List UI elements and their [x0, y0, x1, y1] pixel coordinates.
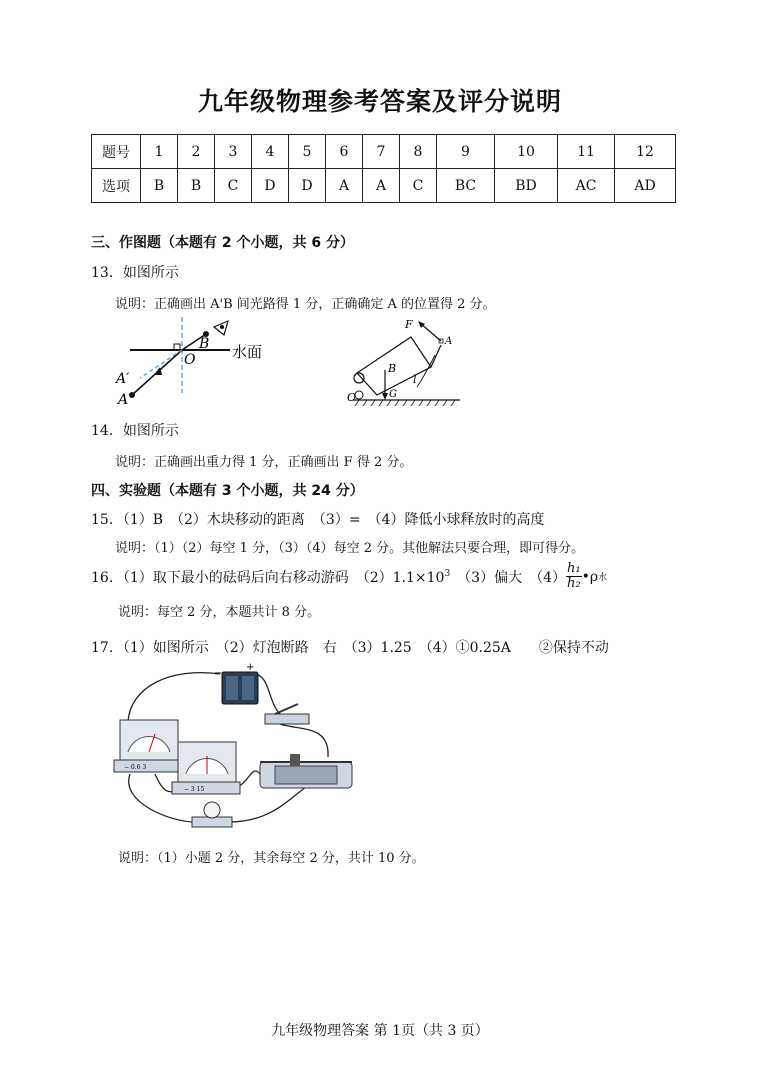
table-cell: B — [178, 169, 215, 203]
refraction-figure — [110, 315, 280, 410]
label-g: G — [389, 389, 397, 400]
answer-table — [91, 134, 676, 203]
table-cell: 7 — [363, 135, 400, 169]
lever-figure — [345, 315, 470, 410]
table-cell: AC — [558, 169, 615, 203]
table-cell: 5 — [289, 135, 326, 169]
gravity-arrowhead — [382, 393, 388, 400]
question-17-note: 说明：（1）小题 2 分，其余每空 2 分，共计 10 分。 — [118, 851, 425, 866]
question-16-text: 16．（1）取下最小的砝码后向右移动游码 （2）1.1×10 — [91, 569, 445, 586]
table-cell: 8 — [400, 135, 437, 169]
table-cell: 2 — [178, 135, 215, 169]
fulcrum-o — [355, 391, 363, 399]
label-a2: A — [445, 336, 453, 347]
wire — [275, 722, 328, 757]
fraction — [566, 562, 582, 591]
table-cell: 3 — [215, 135, 252, 169]
table-row-numbers — [92, 135, 676, 169]
table-cell: 1 — [141, 135, 178, 169]
wire — [255, 674, 280, 714]
question-17: 17．（1）如图所示 （2）灯泡断路 右 （3）1.25 （4）①0.25A ②保持不动 — [91, 640, 609, 656]
question-14: 14．如图所示 — [91, 423, 179, 439]
question-13: 13．如图所示 — [91, 265, 179, 281]
table-cell: A — [326, 169, 363, 203]
battery-cell — [226, 676, 238, 700]
table-cell: D — [252, 169, 289, 203]
table-cell: C — [400, 169, 437, 203]
ground-hatch — [355, 400, 455, 406]
label-a-prime: A′ — [116, 371, 130, 387]
table-cell: D — [289, 169, 326, 203]
eye-pupil-icon — [220, 325, 224, 329]
table-cell: 6 — [326, 135, 363, 169]
label-b: B — [199, 336, 210, 352]
label-b2: B — [388, 362, 397, 375]
fraction-denominator: h₂ — [567, 576, 581, 591]
question-13-note: 说明：正确画出 A'B 间光路得 1 分，正确确定 A 的位置得 2 分。 — [115, 297, 496, 312]
section-heading-experiment: 四、实验题（本题有 3 个小题，共 24 分） — [91, 483, 364, 499]
table-row-answers — [92, 169, 676, 203]
switch — [265, 714, 309, 724]
point-a — [129, 392, 135, 398]
question-16-exponent: 3 — [444, 568, 451, 579]
table-cell: 10 — [495, 135, 558, 169]
battery-plus: + — [246, 662, 255, 673]
table-cell: B — [141, 169, 178, 203]
table-cell: 4 — [252, 135, 289, 169]
table-cell: C — [215, 169, 252, 203]
ammeter-terminals: − 0.6 3 — [124, 764, 147, 771]
question-15: 15．（1）B （2）木块移动的距离 （3）= （4）降低小球释放时的高度 — [91, 512, 545, 528]
voltmeter-terminals: − 3 15 — [184, 786, 205, 793]
label-o: O — [184, 352, 196, 368]
rheostat-slider — [290, 754, 300, 766]
battery-minus: − — [214, 668, 223, 679]
question-16-note: 说明：每空 2 分，本题共计 8 分。 — [118, 605, 321, 620]
circuit-figure — [110, 662, 370, 837]
label-f: F — [405, 318, 413, 331]
page-footer: 九年级物理答案 第 1页（共 3 页） — [271, 1023, 489, 1039]
fraction-numerator: h₁ — [567, 561, 581, 576]
battery-cell — [242, 676, 254, 700]
voltmeter-base — [172, 782, 240, 794]
label-a: A — [118, 392, 129, 408]
question-14-note: 说明：正确画出重力得 1 分，正确画出 F 得 2 分。 — [115, 455, 413, 470]
barrow-handle — [431, 345, 441, 367]
table-cell: BC — [437, 169, 495, 203]
label-o2: O — [347, 391, 357, 404]
table-cell: A — [363, 169, 400, 203]
bulb-icon — [204, 802, 220, 818]
label-water: 水面 — [232, 343, 263, 361]
table-cell: 11 — [558, 135, 615, 169]
question-16 — [91, 562, 607, 591]
table-option-label: 选项 — [92, 169, 141, 203]
switch-lever — [275, 704, 298, 714]
table-cell: 9 — [437, 135, 495, 169]
table-header-label: 题号 — [92, 135, 141, 169]
table-cell: AD — [615, 169, 676, 203]
question-16-sub: 水 — [598, 573, 608, 583]
wire — [128, 673, 220, 722]
question-15-note: 说明：（1）（2）每空 1 分，（3）（4）每空 2 分。其他解法只要合理，即可得分。 — [115, 541, 585, 556]
table-cell: BD — [495, 169, 558, 203]
question-16-mid: （3）偏大 （4） — [450, 569, 566, 586]
rheostat-coil — [275, 766, 337, 784]
section-heading-drawing: 三、作图题（本题有 2 个小题，共 6 分） — [91, 235, 354, 251]
question-16-rho: •ρ — [581, 568, 599, 585]
table-cell: 12 — [615, 135, 676, 169]
page-title: 九年级物理参考答案及评分说明 — [197, 87, 562, 116]
label-l: l — [413, 373, 417, 386]
